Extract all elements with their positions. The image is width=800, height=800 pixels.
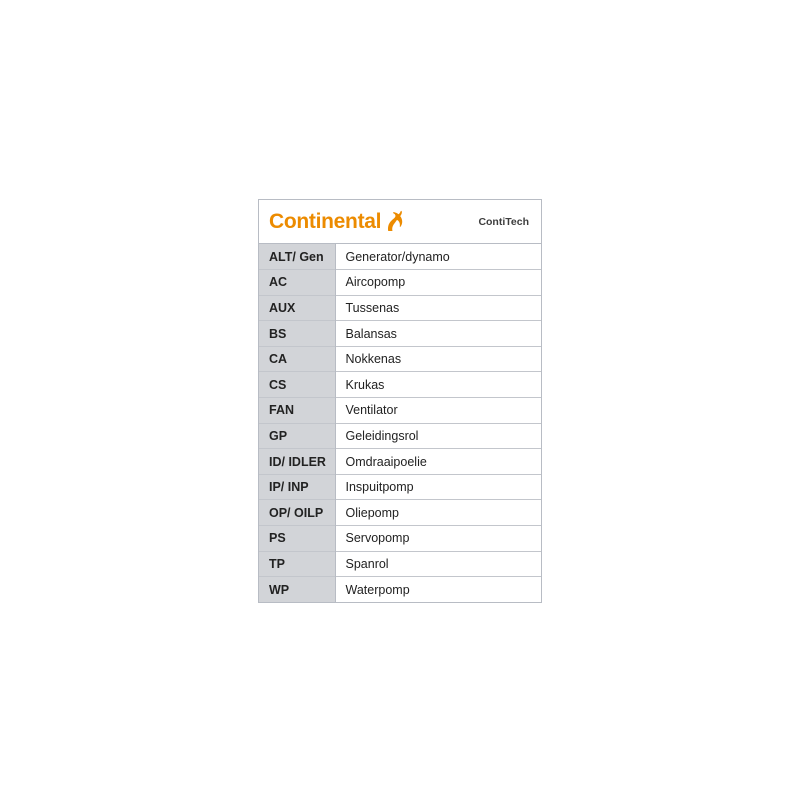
legend-description: Nokkenas [335, 346, 541, 372]
legend-description: Aircopomp [335, 270, 541, 296]
brand-logo [269, 211, 405, 233]
legend-code: CA [259, 346, 335, 372]
legend-code: AC [259, 270, 335, 296]
legend-description: Oliepomp [335, 500, 541, 526]
horse-logo-icon [385, 210, 405, 232]
table-row [259, 346, 541, 372]
legend-description: Geleidingsrol [335, 423, 541, 449]
legend-description: Ventilator [335, 398, 541, 424]
table-row [259, 500, 541, 526]
legend-code: FAN [259, 398, 335, 424]
legend-code: GP [259, 423, 335, 449]
table-row [259, 526, 541, 552]
table-row [259, 449, 541, 475]
legend-description: Balansas [335, 321, 541, 347]
legend-description: Tussenas [335, 295, 541, 321]
table-row [259, 321, 541, 347]
sub-brand-label: ContiTech [478, 215, 529, 228]
table-row [259, 295, 541, 321]
table-row [259, 372, 541, 398]
brand-header [259, 200, 541, 244]
legend-code: AUX [259, 295, 335, 321]
legend-code: PS [259, 526, 335, 552]
table-row [259, 551, 541, 577]
legend-code: CS [259, 372, 335, 398]
table-row [259, 423, 541, 449]
legend-code: ALT/ Gen [259, 244, 335, 270]
legend-code: ID/ IDLER [259, 449, 335, 475]
table-row [259, 270, 541, 296]
legend-description: Omdraaipoelie [335, 449, 541, 475]
legend-code: TP [259, 551, 335, 577]
table-row [259, 398, 541, 424]
legend-code: OP/ OILP [259, 500, 335, 526]
legend-card [258, 199, 542, 603]
table-row [259, 244, 541, 270]
legend-code: WP [259, 577, 335, 603]
legend-description: Waterpomp [335, 577, 541, 603]
table-row [259, 577, 541, 603]
brand-wordmark: Continental [269, 210, 382, 233]
legend-description: Generator/dynamo [335, 244, 541, 270]
legend-code: IP/ INP [259, 474, 335, 500]
legend-description: Krukas [335, 372, 541, 398]
legend-code: BS [259, 321, 335, 347]
legend-description: Inspuitpomp [335, 474, 541, 500]
legend-description: Spanrol [335, 551, 541, 577]
table-row [259, 474, 541, 500]
legend-description: Servopomp [335, 526, 541, 552]
legend-table [259, 244, 541, 602]
